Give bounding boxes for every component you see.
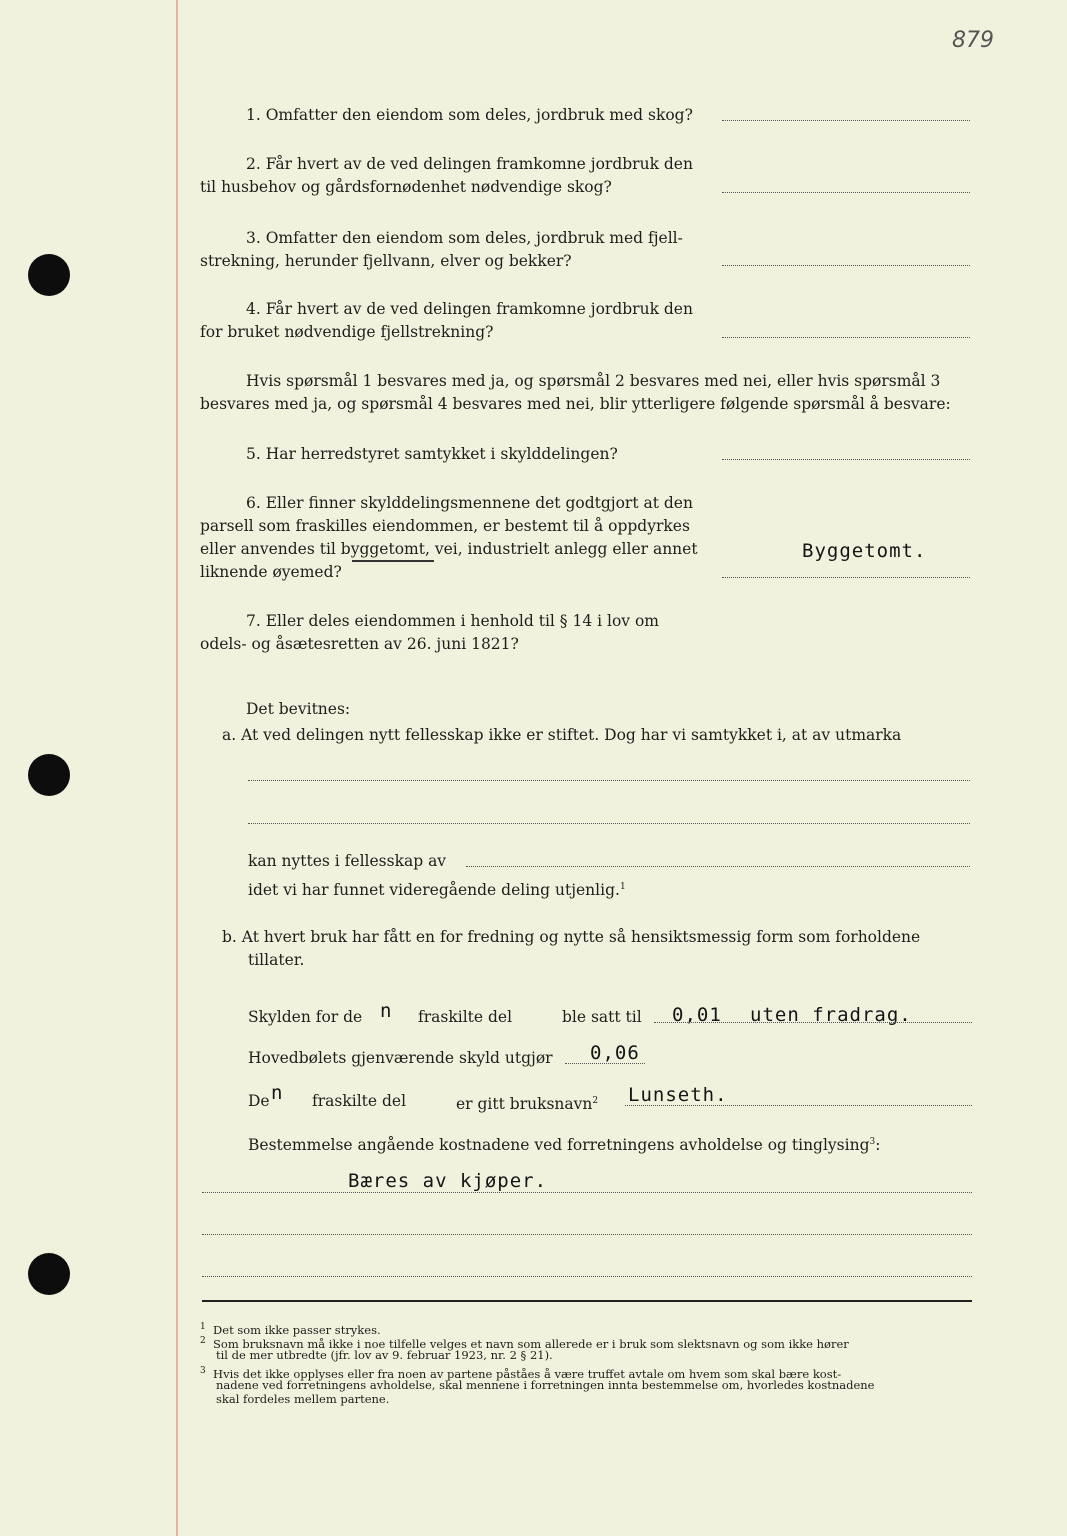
bruksnavn-answer-line [625,1105,972,1106]
page-number: 879 [952,28,994,53]
attest-a-line-3-wrap [248,876,626,902]
question-6-line-4: liknende øyemed? [200,563,342,581]
footnote-rule [202,1300,972,1302]
kost-answer-line-3 [202,1276,972,1277]
footnote-3-line-2: nadene ved forretningens avholdelse, skal mennene i forretningen innta bestemmelse om, hvorledes kostnadene [216,1378,875,1392]
skyld-answer-line [654,1022,972,1023]
footnote-2-number: 2 [200,1336,206,1346]
question-6-line-1: 6. Eller finner skylddelingsmennene det godtgjort at den [246,494,693,512]
footnote-1-text: Det som ikke passer strykes. [213,1322,381,1337]
footnote-2-line-1: Som bruksnavn må ikke i noe tilfelle velges et navn som allerede er i bruk som slektsnavn og som ikke hører [213,1336,849,1351]
question-2-line-1: 2. Får hvert av de ved delingen framkomne jordbruk den [246,155,693,173]
question-4-line-1: 4. Får hvert av de ved delingen framkomne jordbruk den [246,300,693,318]
question-7-line-1: 7. Eller deles eiendommen i henhold til § 14 i lov om [246,612,660,630]
question-5: 5. Har herredstyret samtykket i skylddelingen? [246,445,618,463]
punch-hole-top [28,254,70,296]
attest-heading: Det bevitnes: [246,700,351,718]
skyld-label-mid: fraskilte del [418,1008,513,1026]
den-label: De [248,1092,270,1110]
attest-a-line-2: kan nyttes i fellesskap av [248,852,447,870]
den-label-end: er gitt bruksnavn [456,1095,593,1114]
skyld-handwritten-n: n [380,1000,393,1022]
skyld-note-handwritten: uten fradrag. [750,1004,912,1026]
den-label-end-wrap [456,1090,598,1116]
kost-label: Bestemmelse angående kostnadene ved forretningens avholdelse og tinglysing [248,1136,870,1155]
kost-handwritten: Bæres av kjøper. [348,1170,548,1192]
question-3-line-1: 3. Omfatter den eiendom som deles, jordbruk med fjell- [246,229,683,247]
margin-line [176,0,178,1536]
attest-a-blank-line-2 [248,823,970,824]
hovedbol-value-handwritten: 0,06 [590,1042,640,1064]
kost-label-wrap: Bestemmelse angående kostnadene ved forretningens avholdelse og tinglysing$^3$: [248,1136,881,1155]
footnote-3-line-1: Hvis det ikke opplyses eller fra noen av partene påståes å være truffet avtale om hvem som skal bære kost- [213,1366,842,1381]
answer-line-2 [722,192,970,193]
skyld-value-handwritten: 0,01 [672,1004,722,1026]
footnote-2-line-2: til de mer utbredte (jfr. lov av 9. februar 1923, nr. 2 § 21). [216,1348,553,1362]
condition-line-2: besvares med ja, og spørsmål 4 besvares med nei, blir ytterligere følgende spørsmål å besvare: [200,395,951,413]
answer-6-handwritten: Byggetomt. [802,540,927,562]
attest-a-line-1: a. At ved delingen nytt fellesskap ikke er stiftet. Dog har vi samtykket i, at av utmarka [222,726,902,744]
question-7-line-2: odels- og åsætesretten av 26. juni 1821? [200,635,519,653]
den-handwritten-n: n [271,1082,284,1104]
skyld-label-end: ble satt til [562,1008,642,1026]
answer-line-1 [722,120,970,121]
question-6-line-2: parsell som fraskilles eiendommen, er bestemt til å oppdyrkes [200,517,690,535]
answer-line-6 [722,577,970,578]
question-6-line-3: eller anvendes til byggetomt, vei, industrielt anlegg eller annet [200,540,698,558]
punch-hole-middle [28,754,70,796]
kost-answer-line-1 [202,1192,972,1193]
punch-hole-bottom [28,1253,70,1295]
footnote-ref-3: 3 [869,1137,876,1147]
attest-a-line-3: idet vi har funnet videregående deling utjenlig. [248,881,620,900]
attest-b-line-2: tillater. [248,951,305,969]
question-4-line-2: for bruket nødvendige fjellstrekning? [200,323,494,341]
attest-b-line-1: b. At hvert bruk har fått en for fredning og nytte så hensiktsmessig form som forholdene [222,928,921,946]
bruksnavn-handwritten: Lunseth. [628,1084,728,1106]
answer-line-3 [722,265,970,266]
kost-answer-line-2 [202,1234,972,1235]
footnote-1-number: 1 [200,1322,206,1332]
den-label-mid: fraskilte del [312,1092,407,1110]
question-3-line-2: strekning, herunder fjellvann, elver og bekker? [200,252,572,270]
answer-line-5 [722,459,970,460]
footnote-ref-1: 1 [619,882,626,892]
attest-a-fellesskap-line [466,866,970,867]
hovedbol-label: Hovedbølets gjenværende skyld utgjør [248,1049,553,1067]
condition-line-1: Hvis spørsmål 1 besvares med ja, og spørsmål 2 besvares med nei, eller hvis spørsmål 3 [246,372,941,390]
footnote-3-line-3: skal fordeles mellem partene. [216,1392,390,1406]
footnote-ref-2: 2 [592,1096,599,1106]
answer-line-4 [722,337,970,338]
attest-a-blank-line-1 [248,780,970,781]
question-2-line-2: til husbehov og gårdsfornødenhet nødvendige skog? [200,178,612,196]
handwritten-underline [352,560,434,562]
hovedbol-answer-line [565,1063,645,1064]
footnote-3-number: 3 [200,1366,206,1376]
skyld-label-start: Skylden for de [248,1008,363,1026]
question-1: 1. Omfatter den eiendom som deles, jordbruk med skog? [246,106,693,124]
